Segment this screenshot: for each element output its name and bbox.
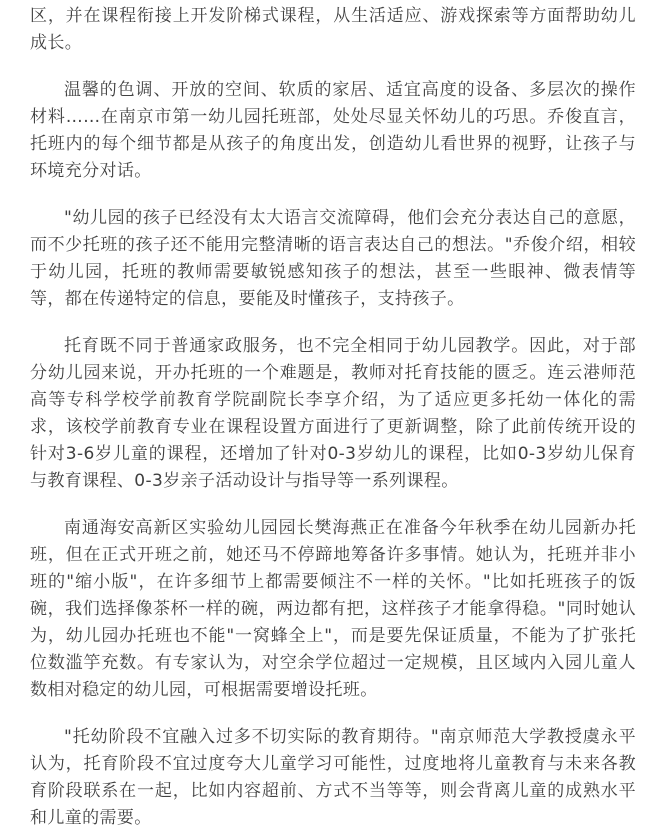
article-paragraph: 南通海安高新区实验幼儿园园长樊海燕正在准备今年秋季在幼儿园新办托班，但在正式开班之前，她还马不停蹄地筹备许多事情。她认为，托班并非小班的"缩小版"，在许多细节上都需要倾注不一样的关怀。"比如托班孩子的饭碗，我们选择像茶杯一样的碗，两边都有把，这样孩子才能拿得稳。"同时她认为，幼儿园办托班也不能"一窝蜂全上"，而是要先保证质量，不能为了扩张托位数滥竽充数。有专家认为，对空余学位超过一定规模，且区域内入园儿童人数相对稳定的幼儿园，可根据需要增设托班。 [30,518,636,700]
article-paragraph: "幼儿园的孩子已经没有太大语言交流障碍，他们会充分表达自己的意愿，而不少托班的孩子还不能用完整清晰的语言表达自己的想法。"乔俊介绍，相较于幼儿园，托班的教师需要敏锐感知孩子的想法，甚至一些眼神、微表情等等，都在传递特定的信息，要能及时懂孩子，支持孩子。 [30,208,636,309]
article-paragraph: "托幼阶段不宜融入过多不切实际的教育期待。"南京师范大学教授虞永平认为，托育阶段不宜过度夸大儿童学习可能性，过度地将儿童教育与未来各教育阶段联系在一起，比如内容超前、方式不当等等，则会背离儿童的成熟水平和儿童的需要。 [30,727,636,828]
article-paragraph-continuation: 区，并在课程衔接上开发阶梯式课程，从生活适应、游戏探索等方面帮助幼儿成长。 [30,6,636,53]
article-paragraph: 温馨的色调、开放的空间、软质的家居、适宜高度的设备、多层次的操作材料……在南京市第一幼儿园托班部，处处尽显关怀幼儿的巧思。乔俊直言，托班内的每个细节都是从孩子的角度出发，创造幼儿看世界的视野，让孩子与环境充分对话。 [30,80,636,181]
article-paragraph: 托育既不同于普通家政服务，也不完全相同于幼儿园教学。因此，对于部分幼儿园来说，开办托班的一个难题是，教师对托育技能的匮乏。连云港师范高等专科学校学前教育学院副院长李享介绍，为了适应更多托幼一体化的需求，该校学前教育专业在课程设置方面进行了更新调整，除了此前传统开设的针对3-6岁儿童的课程，还增加了针对0-3岁幼儿的课程，比如0-3岁幼儿保育与教育课程、0-3岁亲子活动设计与指导等一系列课程。 [30,336,636,491]
